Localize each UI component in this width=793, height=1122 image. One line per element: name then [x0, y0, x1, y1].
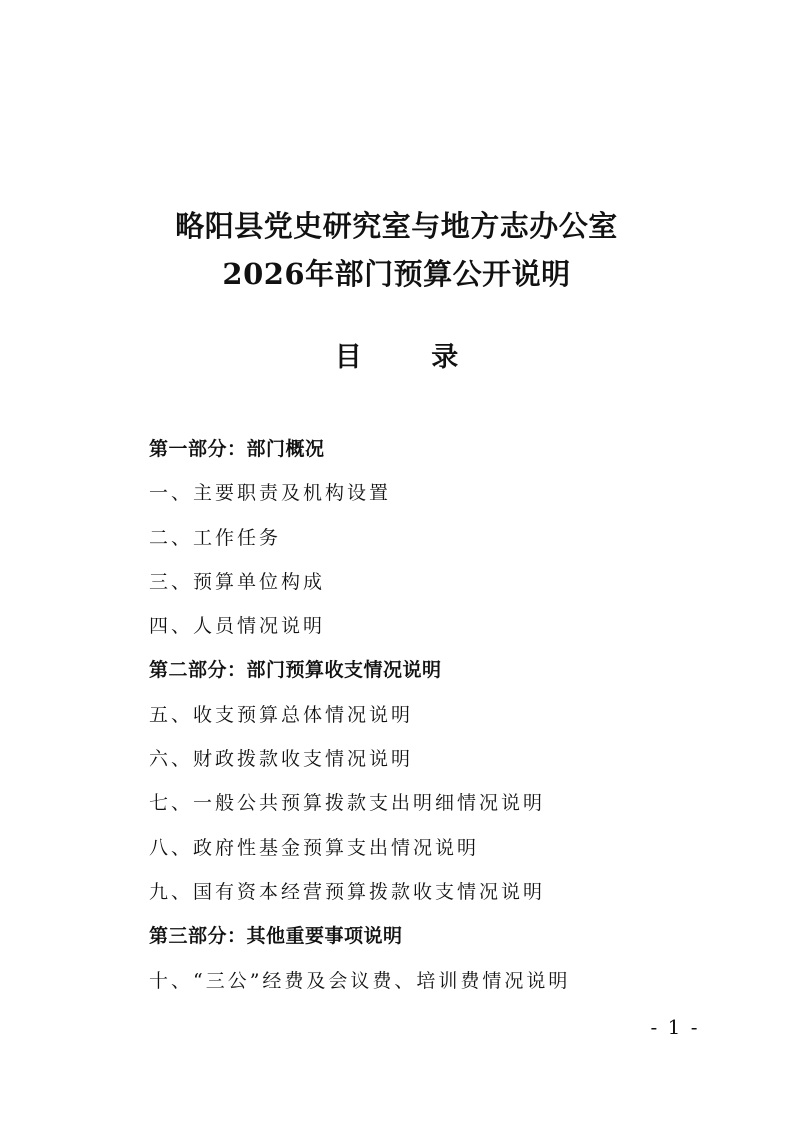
- toc-heading: 目 录: [334, 342, 489, 373]
- toc-item: 四、人员情况说明: [149, 615, 326, 638]
- toc-item: 一、主要职责及机构设置: [149, 482, 392, 505]
- toc-part-heading: 第二部分：部门预算收支情况说明: [149, 659, 442, 682]
- document-title-line-1: 略阳县党史研究室与地方志办公室: [175, 209, 618, 243]
- toc-item: 十、“三公”经费及会议费、培训费情况说明: [149, 969, 571, 992]
- toc-part-heading: 第一部分：部门概况: [149, 438, 325, 460]
- toc-item: 五、收支预算总体情况说明: [149, 703, 414, 726]
- document-title-line-2: 2026年部门预算公开说明: [222, 257, 571, 291]
- toc-item: 二、工作任务: [149, 526, 282, 549]
- toc-item: 七、一般公共预算拨款支出明细情况说明: [149, 792, 546, 815]
- toc-item: 三、预算单位构成: [149, 570, 326, 593]
- toc-part-heading: 第三部分：其他重要事项说明: [149, 925, 403, 948]
- toc-item: 六、财政拨款收支情况说明: [149, 748, 414, 771]
- table-of-contents: [149, 431, 749, 1007]
- toc-item: 九、国有资本经营预算拨款收支情况说明: [149, 880, 546, 903]
- page-number: - 1 -: [650, 1015, 700, 1039]
- toc-item: 八、政府性基金预算支出情况说明: [149, 836, 480, 859]
